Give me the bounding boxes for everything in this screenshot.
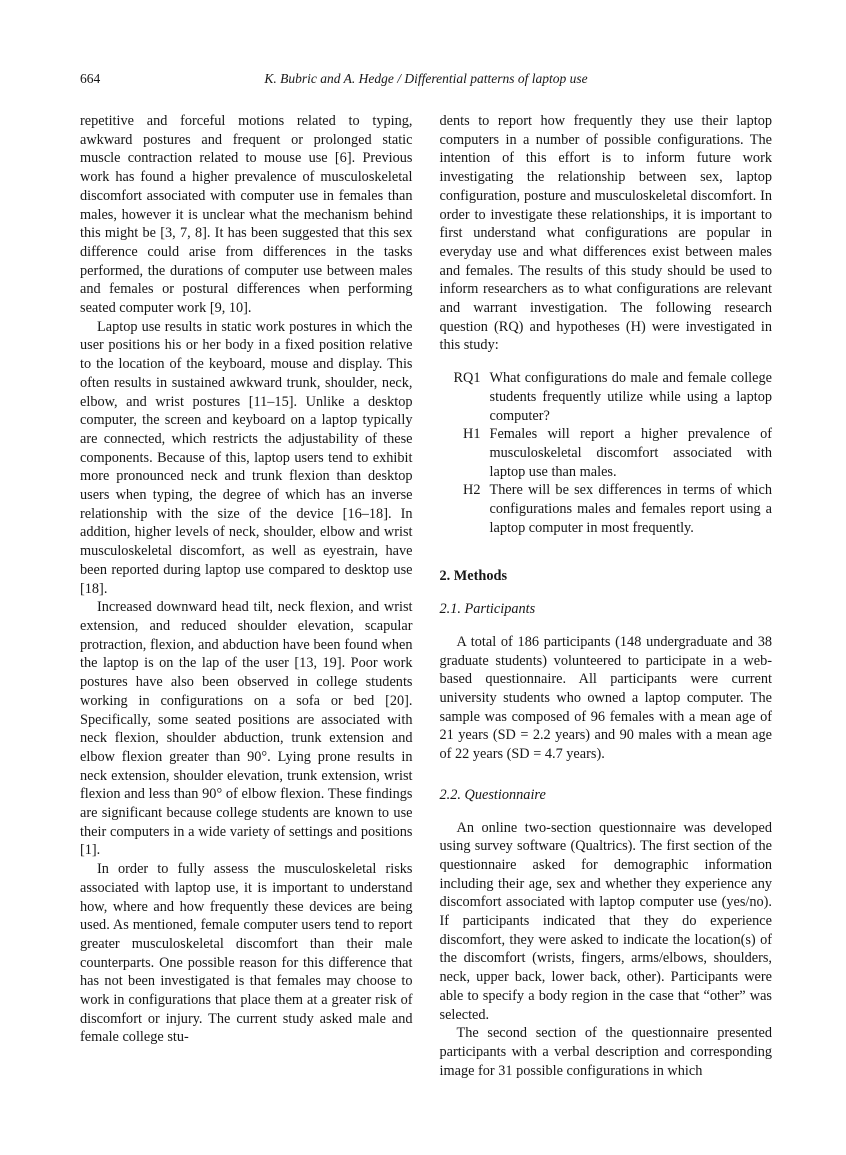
research-item (440, 425, 773, 481)
research-item (440, 481, 773, 537)
subsection-heading-participants: 2.1. Participants (439, 601, 536, 618)
page-header (80, 71, 772, 87)
right-column (440, 112, 773, 1080)
research-item-text: What configurations do male and female college students frequently utilize while using a laptop computer? (489, 370, 772, 424)
left-paragraph-4: In order to fully assess the musculoskeletal risks associated with laptop use, it is important to understand how, where and how frequently these devices are being used. As mentioned, female computer users tend to report greater musculoskeletal discomfort than their male counterparts. One possible reason for this difference that has not been investigated is that females may choose to work in configurations that place them at a greater risk of discomfort or injury. The current study asked male and female college stu- (80, 861, 413, 1046)
left-paragraph-2: Laptop use results in static work postures in which the user positions his or her body in a fixed position relative to the location of the keyboard, mouse and display. This often results in sustained awkward trunk, shoulder, neck, elbow, and wrist postures [11–15]. Unlike a desktop computer, the screen and keyboard on a laptop typically are connected, which restricts the adjustability of these components. Because of this, laptop users tend to exhibit more pronounced neck and trunk flexion than desktop users when typing, the degree of which has an inverse relationship with the size of the device [16–18]. In addition, higher levels of neck, shoulder, elbow and wrist musculoskeletal discomfort, as well as eyestrain, have been reported during laptop use compared to desktop use [18]. (80, 318, 413, 597)
left-column (80, 112, 413, 1080)
running-head: K. Bubric and A. Hedge / Differential patterns of laptop use (264, 71, 588, 86)
section-heading-methods: 2. Methods (439, 568, 508, 585)
research-question-list (440, 369, 773, 537)
research-item-label: H1 (463, 426, 481, 443)
participants-paragraph: A total of 186 participants (148 undergraduate and 38 graduate students) volunteered to participate in a web-based questionnaire. All participants were current university students who owned a laptop computer. The sample was composed of 96 females with a mean age of 21 years (SD = 2.2 years) and 90 males with a mean age of 22 years (SD = 4.7 years). (439, 633, 772, 763)
research-item-label: RQ1 (453, 370, 481, 387)
subsection-heading-questionnaire: 2.2. Questionnaire (439, 786, 546, 803)
research-item-label: H2 (463, 482, 481, 499)
research-item-text: Females will report a higher prevalence of musculoskeletal discomfort associated with laptop use than males. (489, 426, 772, 480)
left-paragraph-1: repetitive and forceful motions related to typing, awkward postures and frequent or prolonged static muscle contraction related to mouse use [6]. Previous work has found a higher prevalence of musculoskeletal discomfort associated with computer use in females than males, however it is unclear what the mechanism behind this might be [3, 7, 8]. It has been suggested that this sex difference could arise from differences in the tasks performed, the durations of computer use between males and females or postural differences when performing seated computer work [9, 10]. (80, 113, 413, 317)
research-item-text: There will be sex differences in terms of which configurations males and females report using a laptop computer in most frequently. (489, 482, 772, 536)
questionnaire-paragraph-1: An online two-section questionnaire was developed using survey software (Qualtrics). The first section of the questionnaire asked for demographic information including their age, sex and whether they experience any discomfort associated with laptop computer use (yes/no). If participants indicated that they do experience discomfort, they were asked to indicate the location(s) of the discomfort (wrists, fingers, arms/elbows, shoulders, neck, upper back, lower back, other). Participants were able to specify a body region in the case that “other” was selected. (439, 819, 772, 1023)
text-columns (80, 112, 772, 1080)
page-number: 664 (80, 71, 101, 86)
left-paragraph-3: Increased downward head tilt, neck flexion, and wrist extension, and reduced shoulder elevation, scapular protraction, flexion, and abduction have been found when the laptop is on the lap of the user [13, 19]. Poor work postures have also been observed in college students working in configurations on a sofa or bed [20]. Specifically, some seated positions are associated with neck flexion, shoulder abduction, trunk extension and elbow flexion greater than 90°. Lying prone results in neck extension, shoulder elevation, trunk extension, wrist flexion and less than 90° of elbow flexion. These findings are significant because college students are known to use their computers in a wide variety of settings and positions [1]. (80, 599, 413, 859)
research-item (440, 369, 773, 425)
questionnaire-paragraph-2: The second section of the questionnaire presented participants with a verbal description and corresponding image for 31 possible configurations in which (439, 1025, 772, 1079)
intro-paragraph: dents to report how frequently they use their laptop computers in a number of possible configurations. The intention of this effort is to inform future work investigating the relationship between sex, laptop configuration, posture and musculoskeletal discomfort. In order to investigate these relationships, it is important to first understand what configurations are popular in everyday use and what differences exist between males and females. The results of this study should be used to inform researchers as to what configurations are relevant and warrant investigation. The following research question (RQ) and hypotheses (H) were investigated in this study: (439, 113, 772, 354)
